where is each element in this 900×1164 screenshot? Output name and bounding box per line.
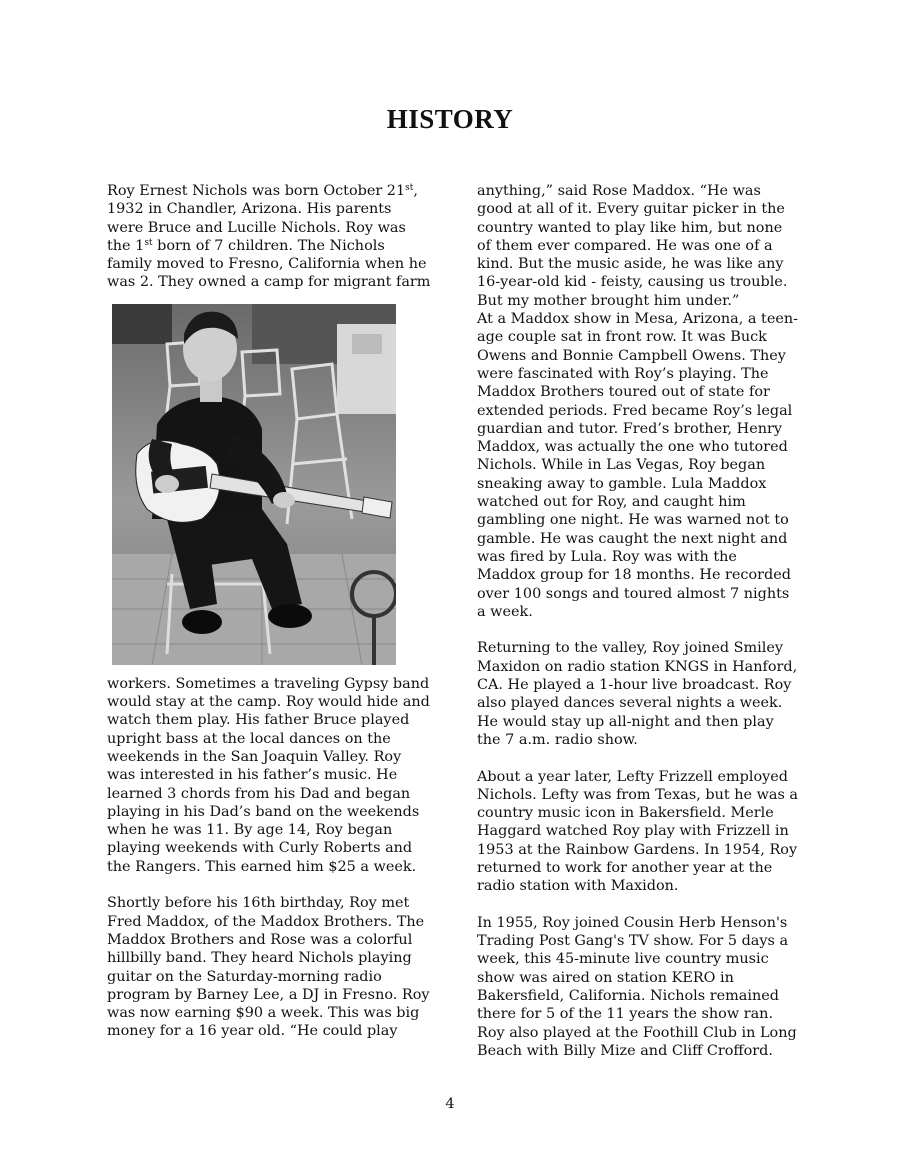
paragraph-mesa-show: At a Maddox show in Mesa, Arizona, a teen-age couple sat in front row. It was Buck Owens and Bonnie Campbell Owens. They were fascinated with Roy’s playing. The Maddox Brothers toured out of state for extended periods. Fred became Roy’s legal guardian and tutor. Fred’s brother, Henry Maddox, was actually the one who tutored Nichols. While in Las Vegas, Roy began sneaking away to gamble. Lula Maddox watched out for Roy, and caught him gambling one night. He was warned not to gamble. He was caught the next night and was fired by Lula. Roy was with the Maddox group for 18 months. He recorded over 100 songs and toured almost 7 nights a week. — [477, 311, 798, 620]
paragraph-frizzell: About a year later, Lefty Frizzell employed Nichols. Lefty was from Texas, but he was a country music icon in Bakersfield. Merle Haggard watched Roy play with Frizzell in 1953 at the Rainbow Gardens. In 1954, Roy returned to work for another year at the radio station with Maxidon. — [477, 768, 799, 895]
paragraph-rose-quote: anything,” said Rose Maddox. “He was good at all of it. Every guitar picker in the country wanted to play like him, but none of them ever compared. He was one of a kind. But the music aside, he was like any 16-year-old kid - feisty, causing us trouble. But my mother brought him under.” — [477, 183, 788, 309]
paragraph-birth: Roy Ernest Nichols was born October 21st, 1932 in Chandler, Arizona. His parents were Bruce and Lucille Nichols. Roy was the 1st born of 7 children. The Nichols family moved to Fresno, California when he was 2. They owned a camp for migrant farm — [107, 183, 431, 291]
left-column — [107, 182, 431, 1041]
paragraph-maddox: Shortly before his 16th birthday, Roy met Fred Maddox, of the Maddox Brothers. The Maddox Brothers and Rose was a colorful hillbilly band. They heard Nichols playing guitar on the Saturday-morning radio program by Barney Lee, a DJ in Fresno. Roy was now earning $90 a week. This was big money for a 16 year old. “He could play — [107, 895, 430, 1040]
paragraph-kngs: Returning to the valley, Roy joined Smiley Maxidon on radio station KNGS in Hanford, CA. He played a 1-hour live broadcast. Roy also played dances several nights a week. He would stay up all-night and then play the 7 a.m. radio show. — [477, 640, 798, 748]
paragraph-youth: workers. Sometimes a traveling Gypsy band would stay at the camp. Roy would hide and watch them play. His father Bruce played upright bass at the local dances on the weekends in the San Joaquin Valley. Roy was interested in his father’s music. He learned 3 chords from his Dad and began playing in his Dad’s band on the weekends when he was 11. By age 14, Roy began playing weekends with Curly Roberts and the Rangers. This earned him $25 a week. — [107, 675, 430, 875]
guitarist-photo — [112, 304, 396, 665]
page-title: HISTORY — [386, 104, 514, 134]
paragraph-kero: In 1955, Roy joined Cousin Herb Henson's Trading Post Gang's TV show. For 5 days a week, this 45-minute live country music show was aired on station KERO in Bakersfield, California. Nichols remained there for 5 of the 11 years the show ran. Roy also played at the Foothill Club in Long Beach with Billy Mize and Cliff Crofford. — [477, 914, 797, 1059]
page-number: 4 — [445, 1096, 455, 1112]
right-column — [477, 182, 799, 1060]
